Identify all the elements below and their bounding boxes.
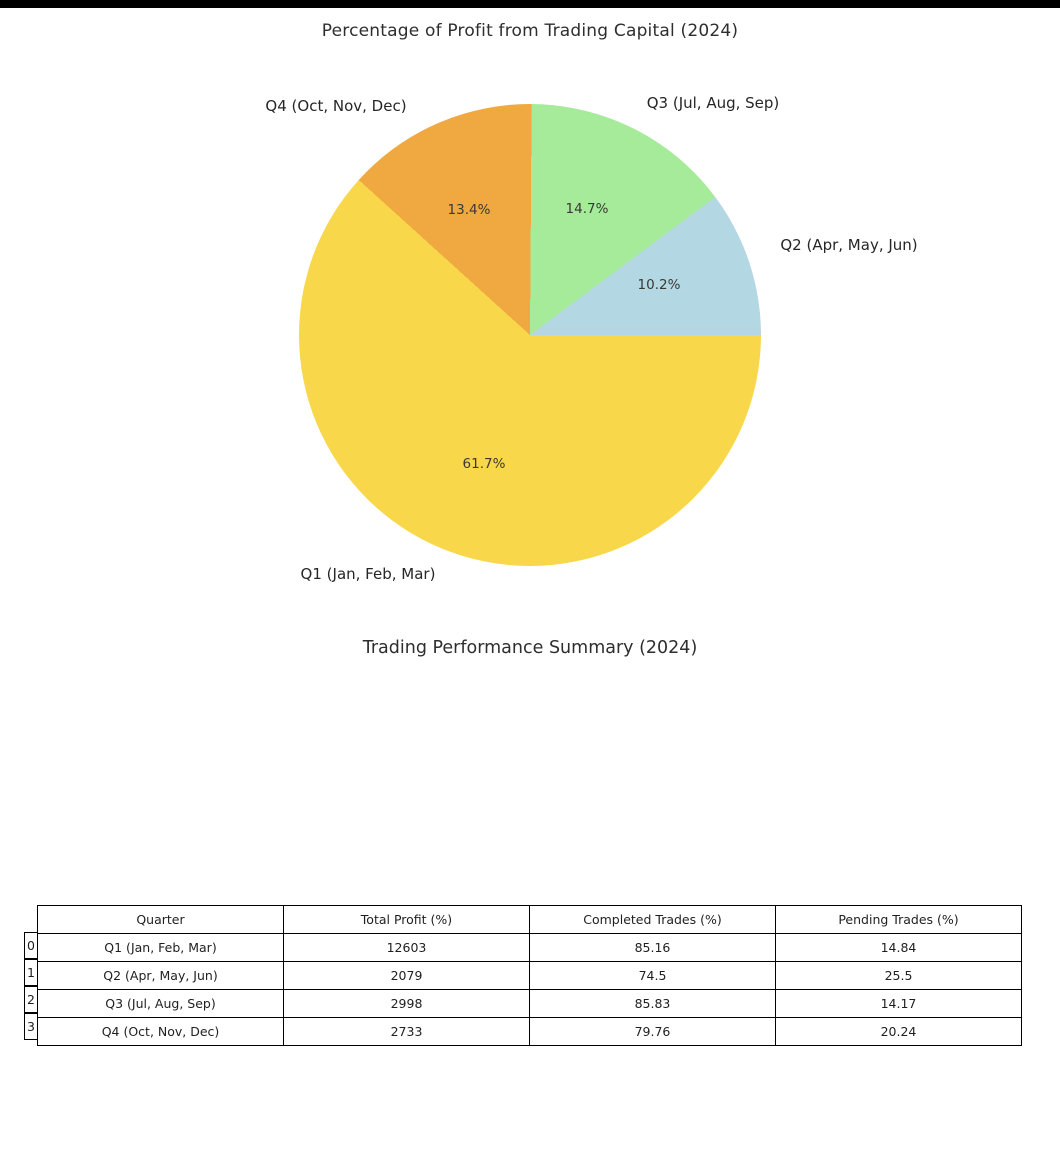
column-header-completed-trades: Completed Trades (%)	[530, 906, 776, 934]
row-index-cell: 1	[24, 959, 38, 986]
cell-completed-trades: 79.76	[530, 1018, 776, 1046]
pie-slice-label-q4: Q4 (Oct, Nov, Dec)	[265, 97, 407, 115]
pie-pct-label-q4: 13.4%	[447, 202, 491, 218]
cell-pending-trades: 20.24	[776, 1018, 1022, 1046]
performance-table	[37, 905, 1022, 1046]
pie-pct-label-q2: 10.2%	[637, 277, 681, 293]
cell-total-profit: 2079	[284, 962, 530, 990]
cell-quarter: Q3 (Jul, Aug, Sep)	[38, 990, 284, 1018]
cell-total-profit: 12603	[284, 934, 530, 962]
pie-pct-label-q3: 14.7%	[565, 201, 609, 217]
cell-pending-trades: 25.5	[776, 962, 1022, 990]
pie-chart-title: Percentage of Profit from Trading Capital (2024)	[321, 21, 739, 41]
cell-quarter: Q1 (Jan, Feb, Mar)	[38, 934, 284, 962]
cell-completed-trades: 74.5	[530, 962, 776, 990]
table-row	[38, 934, 1022, 962]
column-header-pending-trades: Pending Trades (%)	[776, 906, 1022, 934]
cell-pending-trades: 14.84	[776, 934, 1022, 962]
table-row	[38, 962, 1022, 990]
top-black-bar	[0, 0, 1060, 8]
row-index-cell: 0	[24, 932, 38, 959]
row-index-cell: 2	[24, 986, 38, 1013]
pie-circle	[299, 104, 761, 566]
cell-quarter: Q2 (Apr, May, Jun)	[38, 962, 284, 990]
cell-quarter: Q4 (Oct, Nov, Dec)	[38, 1018, 284, 1046]
table-row	[38, 990, 1022, 1018]
pie-pct-label-q1: 61.7%	[462, 456, 506, 472]
cell-total-profit: 2998	[284, 990, 530, 1018]
cell-total-profit: 2733	[284, 1018, 530, 1046]
cell-pending-trades: 14.17	[776, 990, 1022, 1018]
table-title: Trading Performance Summary (2024)	[362, 638, 698, 658]
pie-slice-label-q2: Q2 (Apr, May, Jun)	[780, 236, 918, 254]
cell-completed-trades: 85.16	[530, 934, 776, 962]
row-index-cell: 3	[24, 1013, 38, 1040]
cell-completed-trades: 85.83	[530, 990, 776, 1018]
column-header-quarter: Quarter	[38, 906, 284, 934]
table-header-row	[38, 906, 1022, 934]
pie-slice-label-q3: Q3 (Jul, Aug, Sep)	[646, 94, 780, 112]
column-header-total-profit: Total Profit (%)	[284, 906, 530, 934]
table-row	[38, 1018, 1022, 1046]
pie-slice-label-q1: Q1 (Jan, Feb, Mar)	[300, 565, 436, 583]
